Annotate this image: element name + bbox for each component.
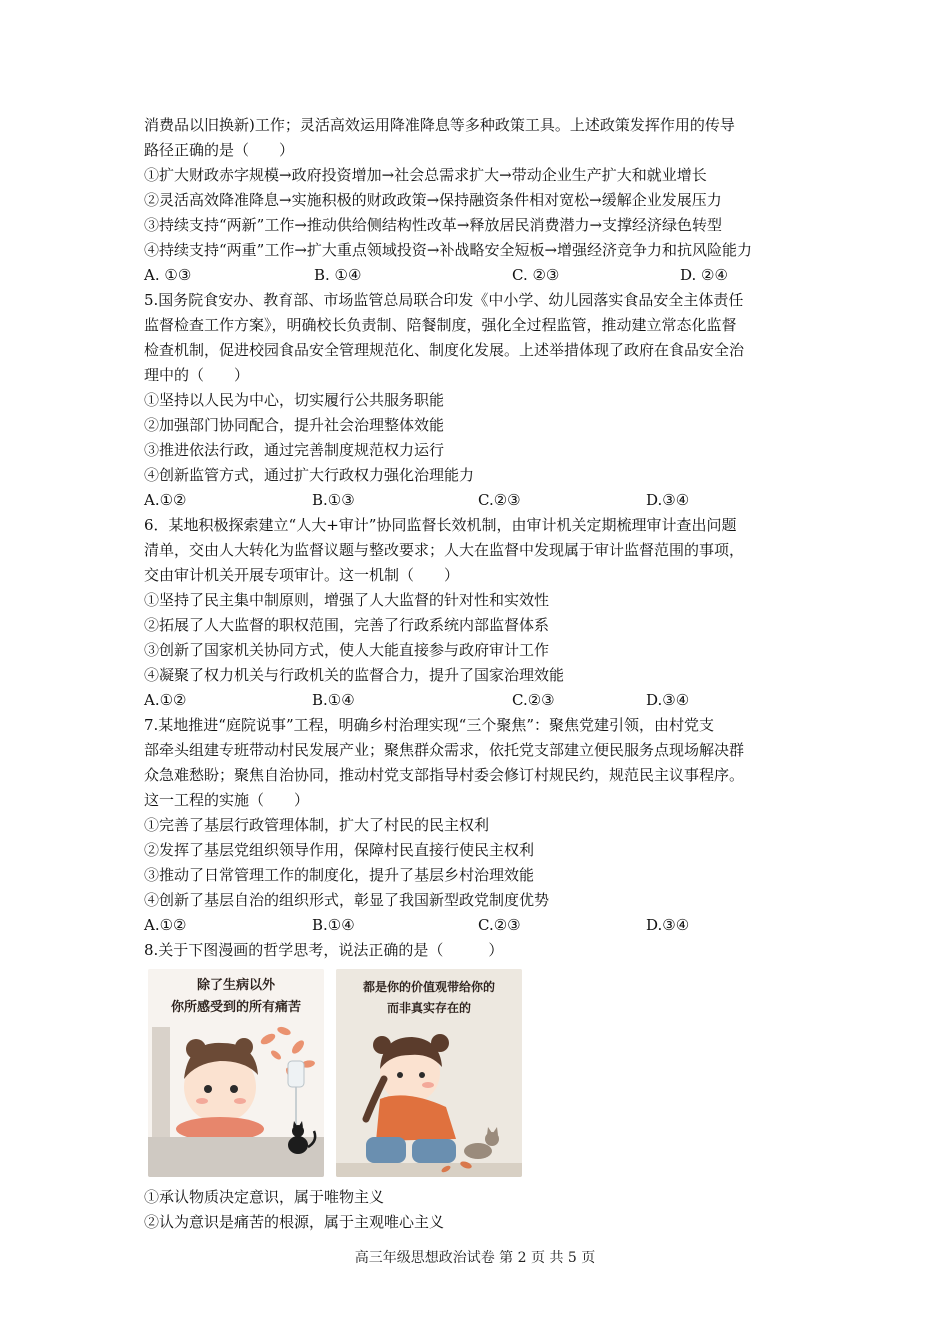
option-c: C.②③: [512, 691, 555, 709]
option-b: B.①④: [312, 916, 355, 934]
question-stem-line: 8.关于下图漫画的哲学思考，说法正确的是（ ）: [144, 941, 504, 959]
choice-statement: ②加强部门协同配合，提升社会治理整体效能: [144, 416, 445, 434]
answer-options: [144, 913, 814, 938]
option-c: C. ②③: [512, 266, 560, 284]
choice-statement: ①坚持了民主集中制原则，增强了人大监督的针对性和实效性: [144, 591, 550, 609]
question-stem-line: 这一工程的实施（ ）: [144, 791, 310, 809]
question-stem-line: 监督检查工作方案》，明确校长负责制、陪餐制度，强化全过程监管，推动建立常态化监督: [144, 316, 737, 334]
option-d: D. ②④: [680, 266, 728, 284]
option-b: B. ①④: [314, 266, 362, 284]
cartoon-image-left: [148, 969, 324, 1177]
choice-statement: ③持续支持“两新”工作→推动供给侧结构性改革→释放居民消费潜力→支撑经济绿色转型: [144, 216, 723, 234]
choice-statement: ①完善了基层行政管理体制，扩大了村民的民主权利: [144, 816, 490, 834]
option-a: A.①②: [144, 491, 187, 509]
cartoon-figures: [148, 969, 814, 1181]
question-8: [144, 938, 814, 1235]
question-stem-line: 清单，交由人大转化为监督议题与整改要求；人大在监督中发现属于审计监督范围的事项，: [144, 541, 745, 559]
choice-statement: ④创新了基层自治的组织形式，彰显了我国新型政党制度优势: [144, 891, 550, 909]
choice-statement: ②认为意识是痛苦的根源，属于主观唯心主义: [144, 1213, 445, 1231]
cartoon-caption-line: 除了生病以外: [196, 978, 275, 993]
answer-options: [144, 688, 814, 713]
question-stem-line: 5.国务院食安办、教育部、市场监管总局联合印发《中小学、幼儿园落实食品安全主体责任: [144, 291, 744, 309]
page-footer: 高三年级思想政治试卷 第 2 页 共 5 页: [354, 1250, 596, 1266]
option-b: B.①③: [312, 491, 355, 509]
option-c: C.②③: [478, 491, 521, 509]
question-4: [144, 113, 814, 288]
choice-statement: ①坚持以人民为中心，切实履行公共服务职能: [144, 391, 445, 409]
cartoon-caption-line: 都是你的价值观带给你的: [362, 980, 495, 994]
question-stem-line: 6．某地积极探索建立“人大+审计”协同监督长效机制，由审计机关定期梳理审计查出问题: [144, 516, 737, 534]
choice-statement: ④凝聚了权力机关与行政机关的监督合力，提升了国家治理效能: [144, 666, 565, 684]
option-b: B.①④: [312, 691, 355, 709]
answer-options: [144, 263, 814, 288]
choice-statement: ③推进依法行政，通过完善制度规范权力运行: [144, 441, 445, 459]
cartoon-image-right: [336, 969, 522, 1177]
option-d: D.③④: [646, 691, 690, 709]
option-c: C.②③: [478, 916, 521, 934]
question-6: [144, 513, 814, 713]
question-5: [144, 288, 814, 513]
question-stem-line: 7.某地推进“庭院说事”工程，明确乡村治理实现“三个聚焦”：聚焦党建引领，由村党支: [144, 716, 714, 734]
choice-statement: ②灵活高效降准降息→实施积极的财政政策→保持融资条件相对宽松→缓解企业发展压力: [144, 191, 722, 209]
question-stem-line: 路径正确的是（ ）: [144, 141, 295, 159]
page-content: [144, 113, 814, 1235]
question-stem-line: 交由审计机关开展专项审计。这一机制（ ）: [144, 566, 460, 584]
choice-statement: ③推动了日常管理工作的制度化，提升了基层乡村治理效能: [144, 866, 535, 884]
question-7: [144, 713, 814, 938]
choice-statement: ②发挥了基层党组织领导作用，保障村民直接行使民主权利: [144, 841, 535, 859]
option-a: A.①②: [144, 691, 187, 709]
option-d: D.③④: [646, 491, 690, 509]
option-d: D.③④: [646, 916, 690, 934]
choice-statement: ②拓展了人大监督的职权范围，完善了行政系统内部监督体系: [144, 616, 550, 634]
choice-statement: ①承认物质决定意识，属于唯物主义: [144, 1188, 385, 1206]
cartoon-caption-line: 你所感受到的所有痛苦: [170, 1000, 301, 1015]
option-a: A. ①③: [144, 266, 192, 284]
cartoon-caption-line: 而非真实存在的: [386, 1001, 471, 1015]
question-stem-line: 检查机制，促进校园食品安全管理规范化、制度化发展。上述举措体现了政府在食品安全治: [144, 341, 745, 359]
option-a: A.①②: [144, 916, 187, 934]
choice-statement: ④持续支持“两重”工作→扩大重点领域投资→补战略安全短板→增强经济竞争力和抗风险能力: [144, 241, 753, 259]
question-stem-line: 理中的（ ）: [144, 366, 250, 384]
choice-statement: ④创新监管方式，通过扩大行政权力强化治理能力: [144, 466, 475, 484]
question-stem-line: 消费品以旧换新)工作；灵活高效运用降准降息等多种政策工具。上述政策发挥作用的传导: [144, 116, 735, 134]
answer-options: [144, 488, 814, 513]
choice-statement: ①扩大财政赤字规模→政府投资增加→社会总需求扩大→带动企业生产扩大和就业增长: [144, 166, 707, 184]
choice-statement: ③创新了国家机关协同方式，使人大能直接参与政府审计工作: [144, 641, 550, 659]
question-stem-line: 众急难愁盼；聚焦自治协同，推动村党支部指导村委会修订村规民约，规范民主议事程序。: [144, 766, 745, 784]
question-stem-line: 部牵头组建专班带动村民发展产业；聚焦群众需求，依托党支部建立便民服务点现场解决群: [144, 741, 745, 759]
